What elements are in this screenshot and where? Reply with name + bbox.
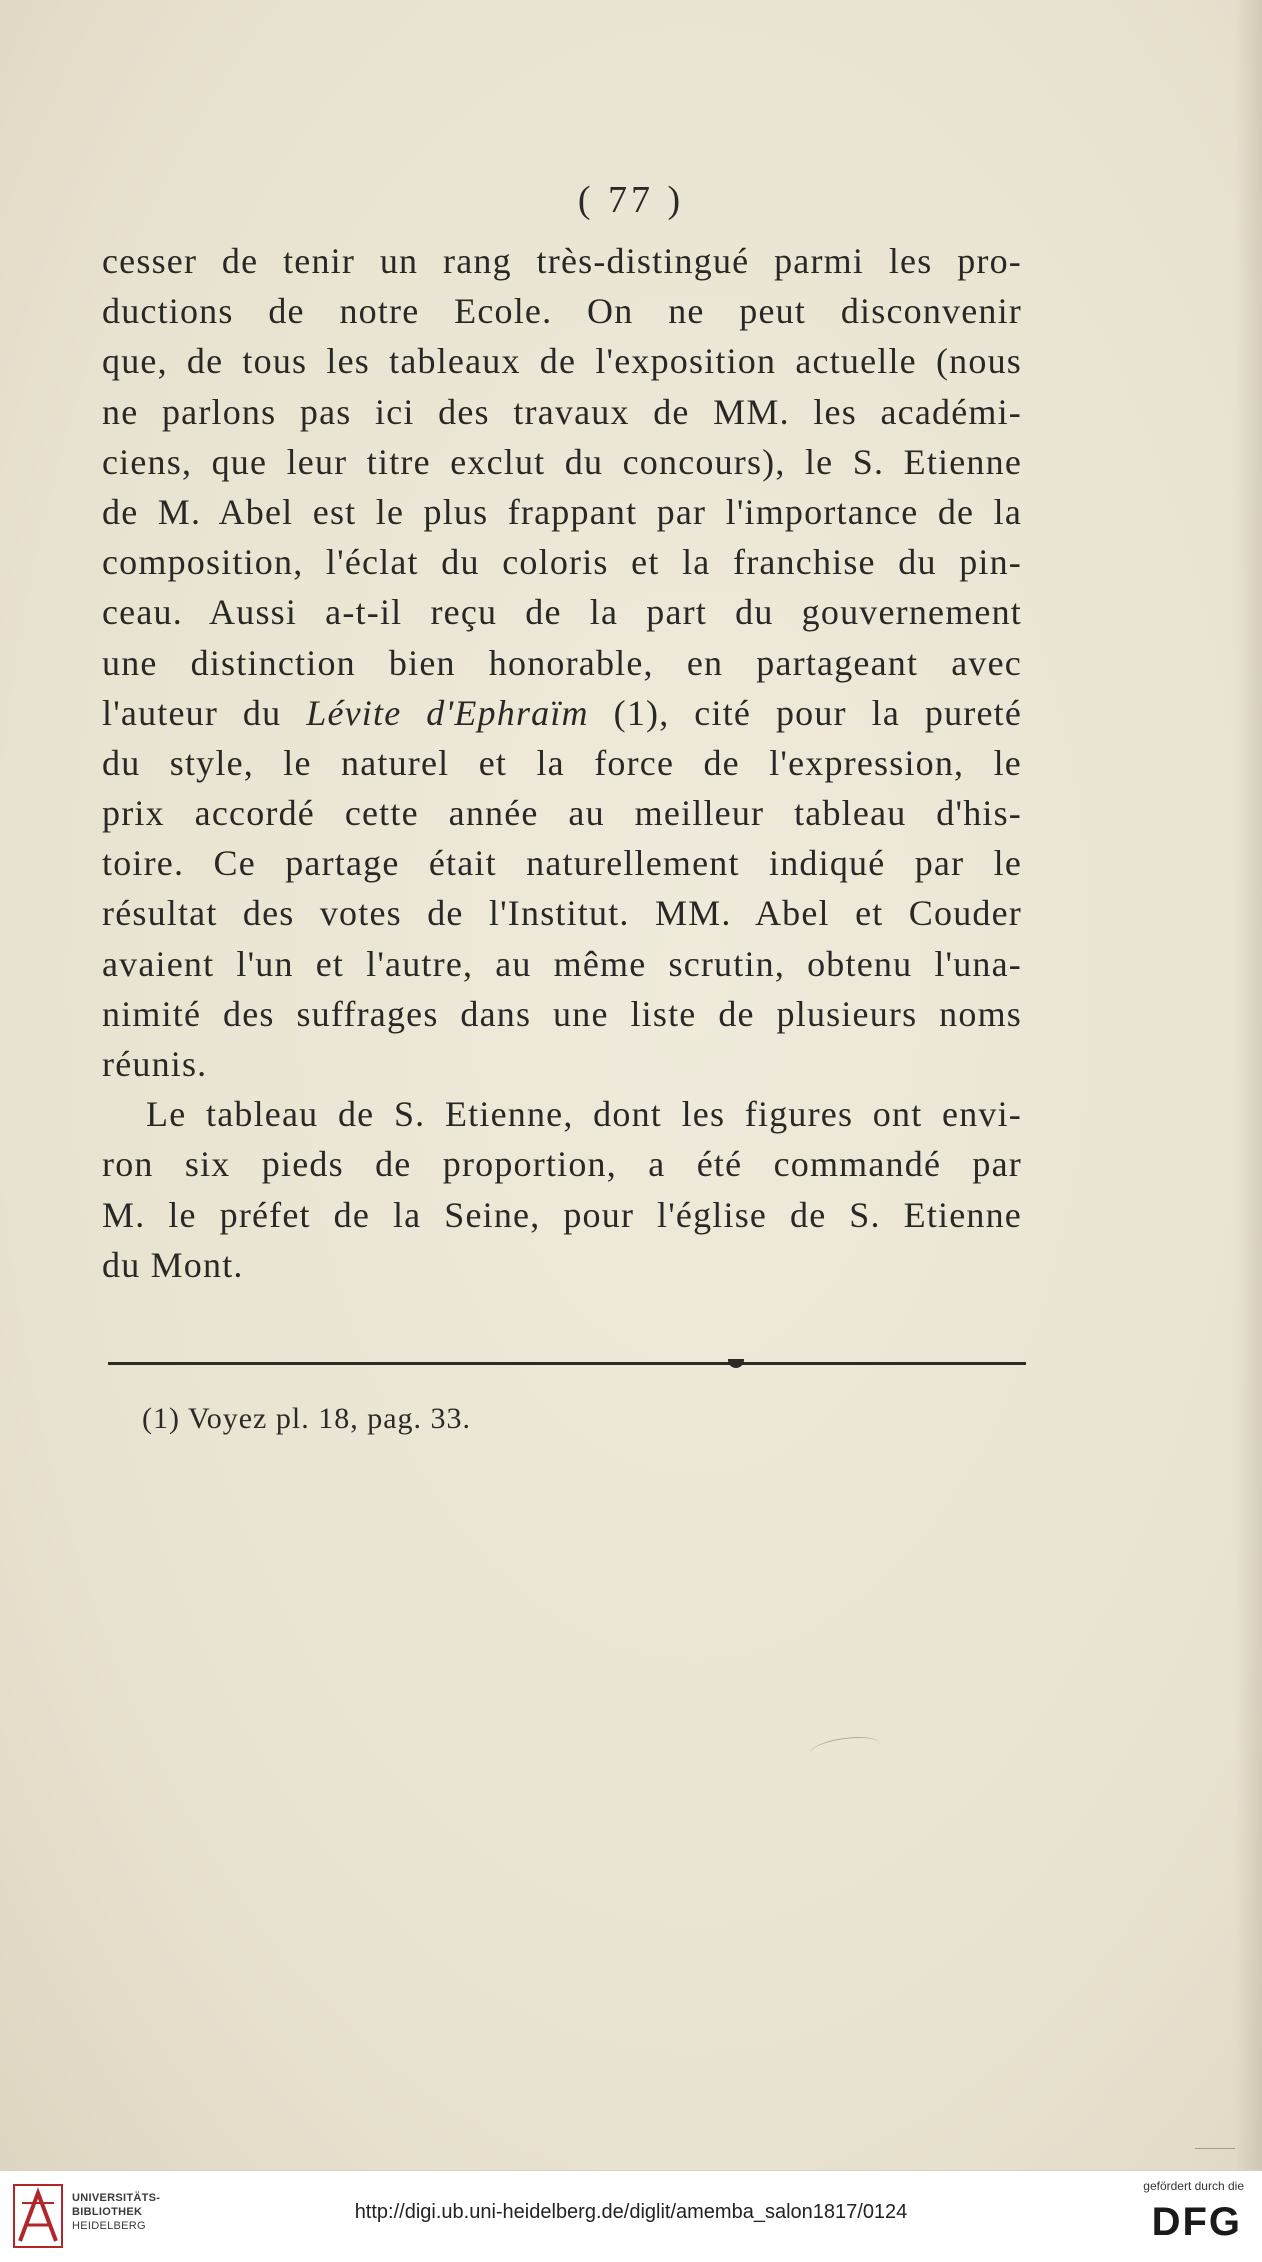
institution-line: UNIVERSITÄTS- xyxy=(72,2192,161,2204)
text-line: M. le préfet de la Seine, pour l'église de S. Etienne xyxy=(102,1194,1022,1235)
funding-block xyxy=(1104,2179,1244,2239)
institution-line: HEIDELBERG xyxy=(72,2220,146,2232)
text-line: composition, l'éclat du coloris et la franchise du pin- xyxy=(102,542,1022,583)
text-line: une distinction bien honorable, en partageant avec xyxy=(102,642,1022,683)
page-number: ( 77 ) xyxy=(577,179,685,221)
dfg-logo xyxy=(1126,2199,1244,2239)
text-line: du style, le naturel et la force de l'expression, le xyxy=(102,742,1022,783)
artwork-title: Lévite d'Ephraïm xyxy=(306,692,589,733)
text-line-with-title xyxy=(102,688,1022,738)
text-line: du Mont. xyxy=(102,1244,244,1285)
dfg-logo-text: DFG xyxy=(1151,2200,1242,2239)
paper-mark xyxy=(809,1733,881,1764)
text-line: ron six pieds de proportion, a été commandé par xyxy=(102,1144,1022,1185)
text-line: prix accordé cette année au meilleur tableau d'his- xyxy=(102,793,1022,834)
funding-caption: gefördert durch die xyxy=(1143,2179,1244,2193)
text-line: résultat des votes de l'Institut. MM. Abel et Couder xyxy=(102,893,1022,934)
separator-ornament xyxy=(728,1359,744,1368)
footnote: (1) Voyez pl. 18, pag. 33. xyxy=(142,1402,472,1435)
institution-line: BIBLIOTHEK xyxy=(72,2206,143,2218)
text-line: Le tableau de S. Etienne, dont les figures ont envi- xyxy=(146,1094,1022,1135)
footnote-separator xyxy=(108,1362,1026,1365)
text-line: ne parlons pas ici des travaux de MM. les académi- xyxy=(102,391,1022,432)
page-edge-shadow xyxy=(1234,0,1262,2170)
text-fragment: (1), cité pour la pureté xyxy=(613,692,1023,733)
text-line: que, de tous les tableaux de l'exposition actuelle (nous xyxy=(102,341,1022,382)
text-line: ductions de notre Ecole. On ne peut disconvenir xyxy=(102,291,1022,332)
paper-mark xyxy=(1195,2148,1235,2149)
text-line: réunis. xyxy=(102,1044,208,1084)
body-text xyxy=(102,236,1022,1290)
text-fragment: l'auteur du xyxy=(102,692,282,733)
footer-bar xyxy=(0,2170,1262,2262)
text-line: avaient l'un et l'autre, au même scrutin, obtenu l'una- xyxy=(102,943,1022,984)
text-line: nimité des suffrages dans une liste de plusieurs noms xyxy=(102,993,1022,1034)
source-url-link[interactable]: http://digi.ub.uni-heidelberg.de/diglit/amemba_salon1817/0124 xyxy=(354,2201,908,2223)
text-line: ciens, que leur titre exclut du concours), le S. Etienne xyxy=(102,441,1022,482)
text-line: toire. Ce partage était naturellement indiqué par le xyxy=(102,843,1022,884)
text-line: de M. Abel est le plus frappant par l'importance de la xyxy=(102,491,1022,532)
text-line: cesser de tenir un rang très-distingué parmi les pro- xyxy=(102,241,1022,281)
text-line: ceau. Aussi a-t-il reçu de la part du gouvernement xyxy=(102,592,1022,633)
